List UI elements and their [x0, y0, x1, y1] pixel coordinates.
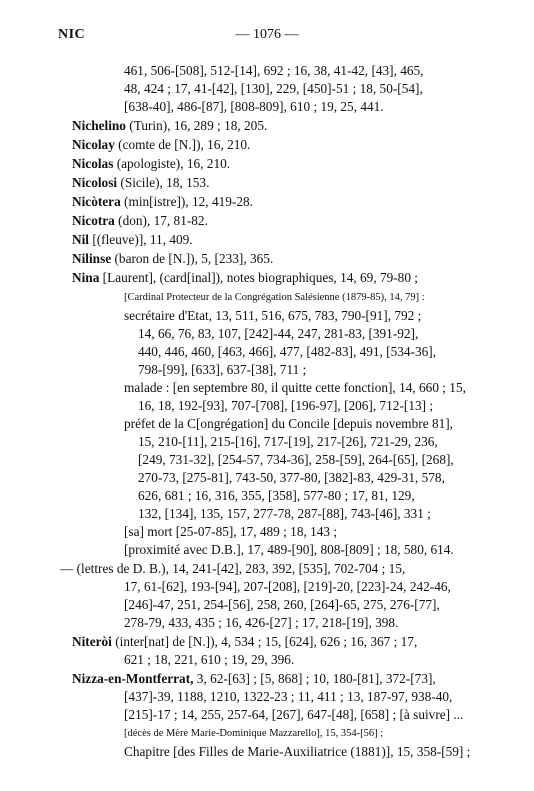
- index-line: [246]-47, 251, 254-[56], 258, 260, [264]-65, 275, 276-[77],: [124, 597, 440, 612]
- index-entry-dash: — (lettres de D. B.), 14, 241-[42], 283, 392, [535], 702-704 ; 15,: [60, 561, 406, 576]
- entry-headword: Niteròi: [72, 634, 112, 649]
- index-line: [638-40], 486-[87], [808-809], 610 ; 19, 25, 441.: [124, 99, 384, 114]
- entry-headword: Nicolosi: [72, 175, 118, 190]
- index-line: 132, [134], 135, 157, 277-78, 287-[88], 743-[46], 331 ;: [138, 506, 431, 521]
- index-entry: Nicolosi (Sicile), 18, 153.: [72, 175, 210, 190]
- index-line: 48, 424 ; 17, 41-[42], [130], 229, [450]-51 ; 18, 50-[54],: [124, 81, 423, 96]
- index-subentry: préfet de la C[ongrégation] du Concile [depuis novembre 81],: [124, 416, 453, 431]
- index-line: 440, 446, 460, [463, 466], 477, [482-83], 491, [534-36],: [138, 344, 437, 359]
- entry-headword: Nichelino: [72, 118, 126, 133]
- index-entry: Nicolay (comte de [N.]), 16, 210.: [72, 137, 251, 152]
- index-entry: Nicotra (don), 17, 81-82.: [72, 213, 208, 228]
- index-note: [décès de Mère Marie-Dominique Mazzarello], 15, 354-[56] ;: [124, 728, 384, 739]
- page-number: — 1076 —: [235, 27, 299, 42]
- index-entry: Nizza-en-Montferrat, 3, 62-[63] ; [5, 868] ; 10, 180-[81], 372-[73],: [72, 671, 436, 686]
- index-line: 14, 66, 76, 83, 107, [242]-44, 247, 281-83, [391-92],: [138, 326, 419, 341]
- index-line: 461, 506-[508], 512-[14], 692 ; 16, 38, 41-42, [43], 465,: [124, 63, 424, 78]
- entry-headword: Nicotra: [72, 213, 115, 228]
- index-note: [Cardinal Protecteur de la Congrégation Salésienne (1879-85), 14, 79] :: [124, 292, 425, 303]
- index-line: 278-79, 433, 435 ; 16, 426-[27] ; 17, 218-[19], 398.: [124, 615, 399, 630]
- index-entry: Nichelino (Turin), 16, 289 ; 18, 205.: [72, 118, 268, 133]
- index-entry: Nil [(fleuve)], 11, 409.: [72, 232, 193, 247]
- entry-headword: Nina: [72, 270, 100, 285]
- index-line: [249, 731-32], [254-57, 734-36], 258-[59], 264-[65], [268],: [138, 452, 454, 467]
- index-line: 798-[99], [633], 637-[38], 711 ;: [138, 362, 307, 377]
- index-line: 621 ; 18, 221, 610 ; 19, 29, 396.: [124, 652, 295, 667]
- index-entry: Nicòtera (min[istre]), 12, 419-28.: [72, 194, 253, 209]
- index-entry: Nicolas (apologiste), 16, 210.: [72, 156, 231, 171]
- entry-headword: Nicòtera: [72, 194, 121, 209]
- index-entry: Nina [Laurent], (card[inal]), notes biographiques, 14, 69, 79-80 ;: [72, 270, 419, 285]
- entry-headword: Nicolas: [72, 156, 114, 171]
- index-line: 17, 61-[62], 193-[94], 207-[208], [219]-20, [223]-24, 242-46,: [124, 579, 451, 594]
- entry-headword: Nil: [72, 232, 89, 247]
- index-entry: Nilinse (baron de [N.]), 5, [233], 365.: [72, 251, 274, 266]
- entry-headword: Nizza-en-Montferrat,: [72, 671, 194, 686]
- index-subentry: secrétaire d'Etat, 13, 511, 516, 675, 783, 790-[91], 792 ;: [124, 308, 422, 323]
- index-line: 15, 210-[11], 215-[16], 717-[19], 217-[26], 721-29, 236,: [138, 434, 438, 449]
- entry-headword: Nilinse: [72, 251, 112, 266]
- index-line: [215]-17 ; 14, 255, 257-64, [267], 647-[48], [658] ; [à suivre] ...: [124, 707, 464, 722]
- index-subentry: [proximité avec D.B.], 17, 489-[90], 808-[809] ; 18, 580, 614.: [124, 542, 454, 557]
- index-subentry: malade : [en septembre 80, il quitte cette fonction], 14, 660 ; 15,: [124, 380, 466, 395]
- running-head: NIC: [58, 27, 86, 42]
- index-line: 626, 681 ; 16, 316, 355, [358], 577-80 ; 17, 81, 129,: [138, 488, 415, 503]
- index-subentry: [sa] mort [25-07-85], 17, 489 ; 18, 143 ;: [124, 524, 338, 539]
- index-subentry: Chapitre [des Filles de Marie-Auxiliatrice (1881)], 15, 358-[59] ;: [124, 744, 471, 759]
- index-line: 270-73, [275-81], 743-50, 377-80, [382]-83, 429-31, 578,: [138, 470, 445, 485]
- index-entry: Niteròi (inter[nat] de [N.]), 4, 534 ; 15, [624], 626 ; 16, 367 ; 17,: [72, 634, 418, 649]
- index-line: [437]-39, 1188, 1210, 1322-23 ; 11, 411 ; 13, 187-97, 938-40,: [124, 689, 453, 704]
- index-line: 16, 18, 192-[93], 707-[708], [196-97], [206], 712-[13] ;: [138, 398, 434, 413]
- entry-headword: Nicolay: [72, 137, 115, 152]
